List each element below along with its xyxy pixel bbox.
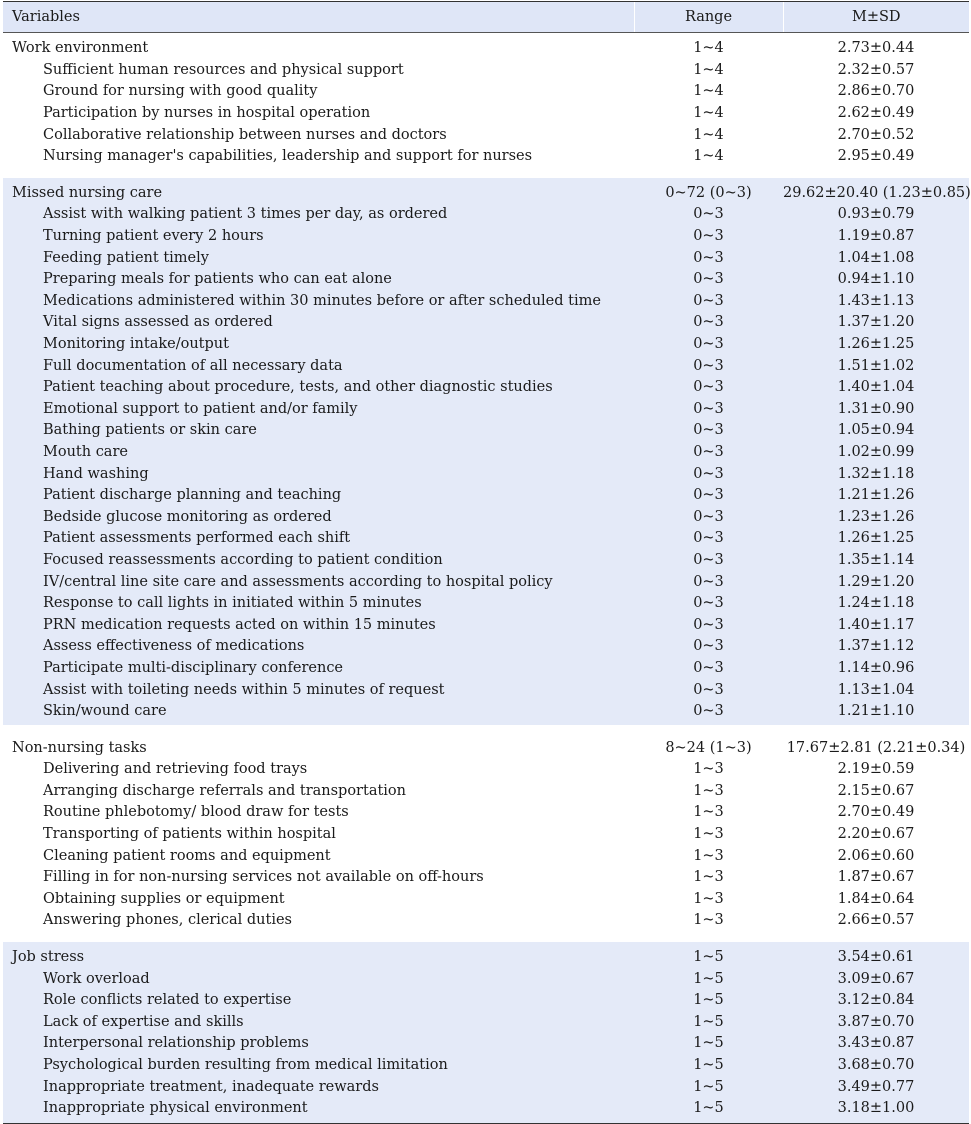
variable-label: Assist with walking patient 3 times per day, as ordered (3, 204, 634, 226)
range-cell: 0~3 (634, 485, 783, 507)
table-row (3, 1076, 969, 1098)
table-row (3, 399, 969, 421)
group-work-environment (3, 33, 969, 171)
table-row (3, 506, 969, 528)
group-header-row (3, 942, 969, 969)
variable-label: Feeding patient timely (3, 247, 634, 269)
range-cell: 1~5 (634, 968, 783, 990)
range-cell: 0~3 (634, 658, 783, 680)
msd-cell: 2.70±0.52 (783, 124, 969, 146)
variable-label: IV/central line site care and assessments according to hospital policy (3, 571, 634, 593)
msd-cell: 2.32±0.57 (783, 60, 969, 82)
range-cell: 0~3 (634, 614, 783, 636)
range-cell: 1~3 (634, 824, 783, 846)
variable-label: Interpersonal relationship problems (3, 1033, 634, 1055)
variable-label: Patient assessments performed each shift (3, 528, 634, 550)
range-cell: 1~4 (634, 60, 783, 82)
variable-label: Vital signs assessed as ordered (3, 312, 634, 334)
range-cell: 0~3 (634, 701, 783, 726)
range-cell: 1~5 (634, 990, 783, 1012)
table-row (3, 124, 969, 146)
msd-cell: 1.21±1.10 (783, 701, 969, 726)
range-cell: 1~3 (634, 781, 783, 803)
table-row (3, 146, 969, 171)
msd-cell: 1.43±1.13 (783, 291, 969, 313)
table-row (3, 269, 969, 291)
range-cell: 1~5 (634, 1098, 783, 1123)
table-row (3, 679, 969, 701)
table-row (3, 845, 969, 867)
range-cell: 1~5 (634, 1055, 783, 1077)
table-row (3, 60, 969, 82)
range-cell: 0~3 (634, 571, 783, 593)
table-row (3, 204, 969, 226)
msd-cell: 1.29±1.20 (783, 571, 969, 593)
variable-label: Patient discharge planning and teaching (3, 485, 634, 507)
msd-cell: 1.24±1.18 (783, 593, 969, 615)
range-cell: 0~3 (634, 679, 783, 701)
range-cell: 0~3 (634, 420, 783, 442)
variable-label: Bedside glucose monitoring as ordered (3, 506, 634, 528)
range-cell: 1~5 (634, 942, 783, 969)
range-cell: 0~3 (634, 377, 783, 399)
variable-label: Role conflicts related to expertise (3, 990, 634, 1012)
variable-label: Emotional support to patient and/or family (3, 399, 634, 421)
range-cell: 1~3 (634, 889, 783, 911)
range-cell: 0~3 (634, 593, 783, 615)
msd-cell: 1.26±1.25 (783, 528, 969, 550)
msd-cell: 1.84±0.64 (783, 889, 969, 911)
variable-label: Participate multi-disciplinary conference (3, 658, 634, 680)
variable-label: Hand washing (3, 463, 634, 485)
variable-label: Assess effectiveness of medications (3, 636, 634, 658)
range-cell: 0~3 (634, 550, 783, 572)
range-cell: 0~3 (634, 247, 783, 269)
range-cell: 1~3 (634, 845, 783, 867)
variable-label: Preparing meals for patients who can eat alone (3, 269, 634, 291)
range-cell: 0~3 (634, 636, 783, 658)
range-cell: 1~3 (634, 802, 783, 824)
group-header-row (3, 33, 969, 60)
variable-label: Collaborative relationship between nurses and doctors (3, 124, 634, 146)
range-cell: 1~5 (634, 1033, 783, 1055)
msd-cell: 2.20±0.67 (783, 824, 969, 846)
msd-cell: 1.37±1.20 (783, 312, 969, 334)
group-title: Work environment (3, 33, 634, 60)
table-row (3, 247, 969, 269)
range-cell: 0~3 (634, 226, 783, 248)
table-row (3, 103, 969, 125)
range-cell: 0~3 (634, 506, 783, 528)
variable-label: Focused reassessments according to patient condition (3, 550, 634, 572)
variable-label: Delivering and retrieving food trays (3, 759, 634, 781)
msd-cell: 2.19±0.59 (783, 759, 969, 781)
msd-cell: 2.62±0.49 (783, 103, 969, 125)
group-title: Job stress (3, 942, 634, 969)
group-spacer (3, 725, 969, 732)
table-row (3, 377, 969, 399)
variable-label: Inappropriate treatment, inadequate rewards (3, 1076, 634, 1098)
header-range: Range (634, 2, 783, 33)
table-row (3, 990, 969, 1012)
range-cell: 0~3 (634, 355, 783, 377)
group-title: Non-nursing tasks (3, 732, 634, 759)
range-cell: 0~3 (634, 442, 783, 464)
variable-label: Obtaining supplies or equipment (3, 889, 634, 911)
range-cell: 0~3 (634, 269, 783, 291)
table-row (3, 463, 969, 485)
header-variables: Variables (3, 2, 634, 33)
table-row (3, 485, 969, 507)
table-row (3, 550, 969, 572)
variable-label: Assist with toileting needs within 5 minutes of request (3, 679, 634, 701)
msd-cell: 3.43±0.87 (783, 1033, 969, 1055)
table-row (3, 1033, 969, 1055)
table-row (3, 334, 969, 356)
variable-label: Work overload (3, 968, 634, 990)
variable-label: Medications administered within 30 minutes before or after scheduled time (3, 291, 634, 313)
group-title: Missed nursing care (3, 178, 634, 205)
variable-label: Bathing patients or skin care (3, 420, 634, 442)
variable-label: Transporting of patients within hospital (3, 824, 634, 846)
group-spacer (3, 171, 969, 178)
variable-label: Inappropriate physical environment (3, 1098, 634, 1123)
table-row (3, 420, 969, 442)
variable-label: Participation by nurses in hospital operation (3, 103, 634, 125)
msd-cell: 2.70±0.49 (783, 802, 969, 824)
variable-label: Arranging discharge referrals and transportation (3, 781, 634, 803)
variables-table (3, 1, 969, 1124)
variable-label: PRN medication requests acted on within 15 minutes (3, 614, 634, 636)
variable-label: Monitoring intake/output (3, 334, 634, 356)
msd-cell: 2.95±0.49 (783, 146, 969, 171)
msd-cell: 2.73±0.44 (783, 33, 969, 60)
msd-cell: 1.35±1.14 (783, 550, 969, 572)
variable-label: Full documentation of all necessary data (3, 355, 634, 377)
range-cell: 1~4 (634, 124, 783, 146)
group-missed-nursing-care (3, 171, 969, 726)
variable-label: Mouth care (3, 442, 634, 464)
table-row (3, 528, 969, 550)
range-cell: 1~4 (634, 103, 783, 125)
variable-label: Routine phlebotomy/ blood draw for tests (3, 802, 634, 824)
range-cell: 0~3 (634, 334, 783, 356)
range-cell: 0~3 (634, 204, 783, 226)
variable-label: Lack of expertise and skills (3, 1012, 634, 1034)
msd-cell: 1.31±0.90 (783, 399, 969, 421)
msd-cell: 1.21±1.26 (783, 485, 969, 507)
msd-cell: 1.13±1.04 (783, 679, 969, 701)
msd-cell: 29.62±20.40 (1.23±0.85) (783, 178, 969, 205)
table-row (3, 442, 969, 464)
table-row (3, 759, 969, 781)
group-spacer (3, 935, 969, 942)
table-row (3, 701, 969, 726)
range-cell: 0~3 (634, 399, 783, 421)
msd-cell: 3.09±0.67 (783, 968, 969, 990)
range-cell: 1~5 (634, 1076, 783, 1098)
msd-cell: 1.02±0.99 (783, 442, 969, 464)
msd-cell: 1.37±1.12 (783, 636, 969, 658)
table-row (3, 968, 969, 990)
msd-cell: 3.54±0.61 (783, 942, 969, 969)
table-row (3, 781, 969, 803)
msd-cell: 1.23±1.26 (783, 506, 969, 528)
group-header-row (3, 732, 969, 759)
msd-cell: 1.87±0.67 (783, 867, 969, 889)
table-row (3, 81, 969, 103)
msd-cell: 1.40±1.17 (783, 614, 969, 636)
range-cell: 0~3 (634, 463, 783, 485)
msd-cell: 1.26±1.25 (783, 334, 969, 356)
range-cell: 0~72 (0~3) (634, 178, 783, 205)
range-cell: 1~4 (634, 81, 783, 103)
msd-cell: 3.87±0.70 (783, 1012, 969, 1034)
table-row (3, 1012, 969, 1034)
group-header-row (3, 178, 969, 205)
msd-cell: 1.40±1.04 (783, 377, 969, 399)
range-cell: 1~3 (634, 759, 783, 781)
group-job-stress (3, 935, 969, 1123)
msd-cell: 1.04±1.08 (783, 247, 969, 269)
table-row (3, 910, 969, 935)
table-row (3, 226, 969, 248)
range-cell: 0~3 (634, 291, 783, 313)
variable-label: Response to call lights in initiated within 5 minutes (3, 593, 634, 615)
table-row (3, 1098, 969, 1123)
msd-cell: 1.14±0.96 (783, 658, 969, 680)
variable-label: Filling in for non-nursing services not available on off-hours (3, 867, 634, 889)
table-row (3, 312, 969, 334)
variable-label: Psychological burden resulting from medical limitation (3, 1055, 634, 1077)
msd-cell: 2.15±0.67 (783, 781, 969, 803)
msd-cell: 0.93±0.79 (783, 204, 969, 226)
table-header (3, 2, 969, 33)
variable-label: Sufficient human resources and physical support (3, 60, 634, 82)
msd-cell: 1.51±1.02 (783, 355, 969, 377)
table-row (3, 614, 969, 636)
range-cell: 1~5 (634, 1012, 783, 1034)
msd-cell: 3.18±1.00 (783, 1098, 969, 1123)
msd-cell: 3.49±0.77 (783, 1076, 969, 1098)
range-cell: 8~24 (1~3) (634, 732, 783, 759)
range-cell: 1~4 (634, 33, 783, 60)
header-msd: M±SD (783, 2, 969, 33)
msd-cell: 3.12±0.84 (783, 990, 969, 1012)
table-row (3, 889, 969, 911)
table-row (3, 824, 969, 846)
msd-cell: 1.19±0.87 (783, 226, 969, 248)
table-row (3, 636, 969, 658)
msd-cell: 1.32±1.18 (783, 463, 969, 485)
variable-label: Ground for nursing with good quality (3, 81, 634, 103)
msd-cell: 2.86±0.70 (783, 81, 969, 103)
table-row (3, 802, 969, 824)
range-cell: 0~3 (634, 528, 783, 550)
variable-label: Answering phones, clerical duties (3, 910, 634, 935)
table-row (3, 1055, 969, 1077)
variable-label: Patient teaching about procedure, tests, and other diagnostic studies (3, 377, 634, 399)
variable-label: Nursing manager's capabilities, leadership and support for nurses (3, 146, 634, 171)
msd-cell: 2.66±0.57 (783, 910, 969, 935)
table-row (3, 291, 969, 313)
msd-cell: 3.68±0.70 (783, 1055, 969, 1077)
variable-label: Skin/wound care (3, 701, 634, 726)
range-cell: 0~3 (634, 312, 783, 334)
variable-label: Turning patient every 2 hours (3, 226, 634, 248)
variable-label: Cleaning patient rooms and equipment (3, 845, 634, 867)
msd-cell: 1.05±0.94 (783, 420, 969, 442)
table-row (3, 355, 969, 377)
group-non-nursing-tasks (3, 725, 969, 934)
range-cell: 1~4 (634, 146, 783, 171)
table-row (3, 867, 969, 889)
range-cell: 1~3 (634, 867, 783, 889)
range-cell: 1~3 (634, 910, 783, 935)
msd-cell: 2.06±0.60 (783, 845, 969, 867)
table-row (3, 658, 969, 680)
table-row (3, 571, 969, 593)
msd-cell: 17.67±2.81 (2.21±0.34) (783, 732, 969, 759)
table-row (3, 593, 969, 615)
msd-cell: 0.94±1.10 (783, 269, 969, 291)
